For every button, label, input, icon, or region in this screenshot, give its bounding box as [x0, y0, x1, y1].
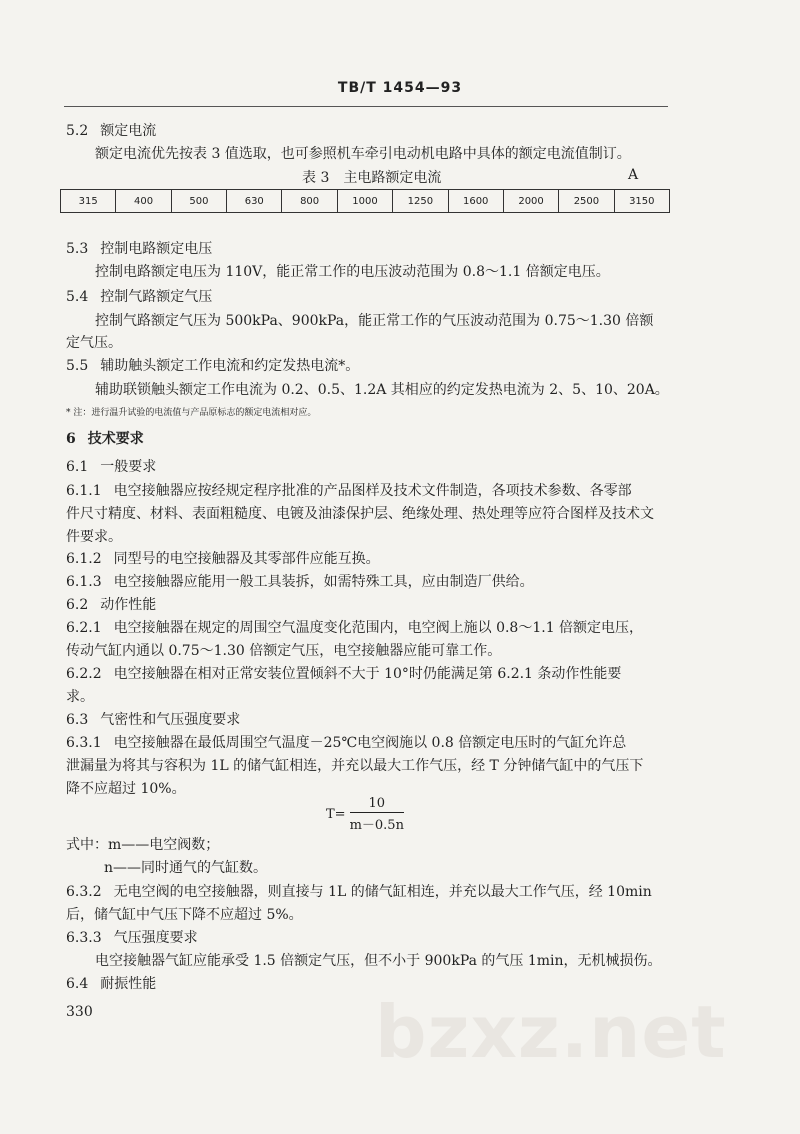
standard-header: TB/T 1454—93	[337, 80, 463, 96]
table-3-caption: 表 3 主电路额定电流	[302, 170, 442, 186]
table-cell: 400	[116, 190, 171, 213]
section-6-2-1-cont: 传动气缸内通以 0.75～1.30 倍额定气压，电空接触器应能可靠工作。	[66, 643, 502, 659]
section-5-2-heading: 5.2 额定电流	[66, 123, 157, 139]
table-3-unit: A	[628, 167, 639, 183]
section-6-3-1: 6.3.1 电空接触器在最低周围空气温度－25℃电空阀施以 0.8 倍额定电压时的气缸允许总	[66, 735, 627, 751]
table-cell: 2000	[503, 190, 558, 213]
leakage-formula: T= $\frac{10}{m-0.5n}$	[326, 796, 404, 833]
footnote: * 注：进行温升试验的电流值与产品原标志的额定电流相对应。	[66, 408, 317, 418]
section-6-2-2: 6.2.2 电空接触器在相对正常安装位置倾斜不大于 10°时仍能满足第 6.2.1 条动作性能要	[66, 666, 622, 682]
section-6-4-heading: 6.4 耐振性能	[66, 976, 157, 992]
section-5-5-text: 辅助联锁触头额定工作电流为 0.2、0.5、1.2A 其相应的约定发热电流为 2、5、10、20A。	[95, 382, 669, 398]
section-6-1-2: 6.1.2 同型号的电空接触器及其零部件应能互换。	[66, 551, 380, 567]
section-5-4-heading: 5.4 控制气路额定气压	[66, 289, 213, 305]
section-5-5-heading: 5.5 辅助触头额定工作电流和约定发热电流*。	[66, 358, 360, 374]
formula-where-2: n——同时通气的气缸数。	[104, 860, 268, 876]
section-6-3-1-cont: 泄漏量为将其与容积为 1L 的储气缸相连，并充以最大工作气压，经 T 分钟储气缸中的气压下	[66, 758, 644, 774]
section-6-1-1-cont: 件尺寸精度、材料、表面粗糙度、电镀及油漆保护层、绝缘处理、热处理等应符合图样及技术文	[66, 506, 654, 522]
section-6-3-3-heading: 6.3.3 气压强度要求	[66, 930, 198, 946]
section-6-3-2: 6.3.2 无电空阀的电空接触器，则直接与 1L 的储气缸相连，并充以最大工作气压，经 10min	[66, 884, 652, 900]
section-6-3-3-text: 电空接触器气缸应能承受 1.5 倍额定气压，但不小于 900kPa 的气压 1min，无机械损伤。	[95, 953, 662, 969]
section-5-3-heading: 5.3 控制电路额定电压	[66, 241, 213, 257]
formula-where-1: 式中：m——电空阀数；	[66, 837, 220, 853]
section-6-1-1-cont2: 件要求。	[66, 529, 122, 545]
header-rule	[64, 106, 668, 107]
formula-fraction: $\frac{10}{m-0.5n}$	[349, 796, 404, 833]
section-6-3-1-cont2: 降不应超过 10%。	[66, 781, 186, 797]
table-cell: 630	[227, 190, 282, 213]
section-5-4-text: 控制气路额定气压为 500kPa、900kPa，能正常工作的气压波动范围为 0.75～1.30 倍额	[95, 313, 654, 329]
table-cell: 1250	[393, 190, 448, 213]
section-6-1-1: 6.1.1 电空接触器应按经规定程序批准的产品图样及技术文件制造，各项技术参数、各零部	[66, 483, 632, 499]
section-6-2-heading: 6.2 动作性能	[66, 597, 157, 613]
section-6-2-2-cont: 求。	[66, 689, 94, 705]
page-number: 330	[66, 1004, 93, 1020]
watermark: bzxz.net	[375, 990, 727, 1074]
table-cell: 800	[282, 190, 337, 213]
section-6-3-heading: 6.3 气密性和气压强度要求	[66, 712, 241, 728]
section-5-4-text-cont: 定气压。	[66, 335, 122, 351]
table-row	[61, 190, 670, 213]
section-6-heading: 6 技术要求	[66, 431, 144, 447]
section-6-3-2-cont: 后，储气缸中气压下降不应超过 5%。	[66, 907, 303, 923]
section-6-1-3: 6.1.3 电空接触器应能用一般工具装拆，如需特殊工具，应由制造厂供给。	[66, 574, 534, 590]
table-cell: 3150	[614, 190, 669, 213]
section-6-2-1: 6.2.1 电空接触器在规定的周围空气温度变化范围内，电空阀上施以 0.8～1.1 倍额定电压，	[66, 620, 644, 636]
section-5-2-text: 额定电流优先按表 3 值选取，也可参照机车牵引电动机电路中具体的额定电流值制订。	[95, 146, 631, 162]
table-cell: 1000	[337, 190, 392, 213]
section-5-3-text: 控制电路额定电压为 110V，能正常工作的电压波动范围为 0.8～1.1 倍额定电压。	[95, 264, 610, 280]
table-cell: 1600	[448, 190, 503, 213]
table-cell: 500	[171, 190, 226, 213]
table-cell: 2500	[559, 190, 614, 213]
rated-current-table	[60, 189, 670, 213]
section-6-1-heading: 6.1 一般要求	[66, 459, 157, 475]
table-cell: 315	[61, 190, 116, 213]
